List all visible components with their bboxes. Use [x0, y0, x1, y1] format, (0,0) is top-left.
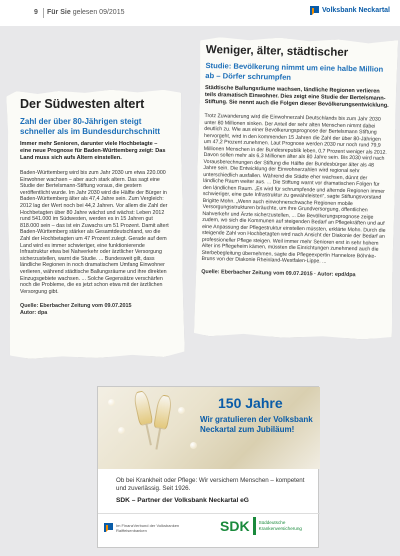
page-header — [0, 0, 400, 26]
right-article — [201, 44, 390, 278]
bubble-icon — [118, 427, 125, 434]
left-article — [20, 97, 170, 317]
issue-date: 09/2015 — [99, 9, 125, 16]
finanzverbund-text: Im FinanzVerbund der Volksbanken Raiffeisenbanken — [116, 523, 180, 533]
ad-body-text: Ob bei Krankheit oder Pflege: Wir versichern Menschen – kompetent und zuverlässig. Seit 1926. — [116, 477, 305, 492]
ad-partner-line: SDK – Partner der Volksbank Neckartal eG — [116, 497, 249, 504]
right-article-lead: Städtische Ballungsräume wachsen, ländliche Regionen verlieren teils dramatisch Einwohner. Dies zeigt eine Studie der Bertelsmann-Stiftung. Sie nennt auch die Folgen dieser Bevölkerungsentwicklung. — [204, 84, 389, 109]
bubble-icon — [108, 399, 115, 406]
sdk-logo — [220, 517, 315, 535]
section-title — [47, 9, 124, 16]
volksbank-logo — [310, 6, 390, 15]
finanzverbund-logo — [104, 523, 196, 533]
left-article-lead: Immer mehr Senioren, darunter viele Hochbetagte – eine neue Prognose für Baden-Württemberg zeigt: Das Land muss sich aufs Altern einstellen. — [20, 141, 166, 161]
section-label-rest: gelesen — [72, 9, 98, 16]
ad-subheadline: Wir gratulieren der Volksbank Neckartal zum Jubiläum! — [200, 415, 313, 434]
volksbank-logo-icon — [310, 6, 319, 15]
champagne-glass-icon — [153, 394, 173, 430]
bubble-icon — [190, 442, 197, 449]
left-article-subtitle: Zahl der über 80-Jährigen steigt schneller als im Bundesdurchschnitt — [20, 117, 161, 136]
sdk-advertisement — [97, 386, 319, 548]
bubble-icon — [178, 407, 185, 414]
left-article-body: Baden-Württemberg wird bis zum Jahr 2030 um etwa 220.000 Einwohner wachsen – aber auch stark altern. Das sagt eine Studie der Bertelsmann-Stiftung voraus, die gestern veröffentlicht wurde. Im Jahr 2030 wird die Hälfte der Bürger in Baden-Württemberg älter als 47,4 Jahre sein. Zum Vergleich: 2012 lag der Wert noch bei 44,2 Jahren. Vor allem die Zahl der Hochbetagten über 80 Jahre wächst und wächst: Leben 2012 rund 541.000 im Südwesten, werden es in 15 Jahren gut 818.000 sein – das ist ein Zuwachs um 51 Prozent. Damit altert Baden-Württemberg stärker als Gesamtdeutschland, wo die Zahl der Hochbetagten um 47 Prozent zulegt. Gerade auf dem Land wird es immer schwieriger, eine funktionierende Infrastruktur etwa bei Nahverkehr oder ärztlicher Versorgung sicherzustellen, warnt die Studie. ... Bundesweit gilt, dass ländliche Regionen in noch dramatischem Umfang Einwohner verlieren, während städtische Ballungsräume und ihre direkten Einzugsgebiete wachsen. ... Solche Gegensätze verschärfen noch die Probleme, die es jetzt schon etwa mit der ärztlichen Versorgung gibt. — [20, 170, 169, 295]
right-article-title: Weniger, älter, städtischer — [205, 44, 349, 59]
right-article-subtitle: Studie: Bevölkerung nimmt um eine halbe Million ab – Dörfer schrumpfen — [205, 60, 384, 82]
sdk-logo-mark: SDK — [220, 518, 250, 534]
section-label: Für Sie — [47, 9, 71, 16]
right-article-body: Trotz Zuwanderung wird die Einwohnerzahl Deutschlands bis zum Jahr 2030 unter 80 Millionen sinken. Der Anteil der sehr alten Menschen nimmt dabei deutlich zu. Wie aus einer Bevölkerungsprognose der Bertelsmann Stiftung hervorgeht, wird in den kommenden 15 Jahren die Zahl der über 80-Jährigen um 47,2 Prozent zunehmen. Laut Prognose werden 2030 nur noch rund 79,9 Millionen Menschen in der Bundesrepublik leben, 0,7 Prozent weniger als 2012. Davon sollen mehr als 6,3 Millionen älter als 80 Jahre sein. Bis 2030 wird nach Vorausberechnungen der Stiftung die Hälfte der Bundesbürger älter als 48 Jahre sein. Die Entwicklung der Einwohnerzahlen wird regional sehr unterschiedlich ausfallen. Während die Städte eher wachsen, dünnt der ländliche Raum weiter aus. ... Die Stiftung warnt vor dramatischen Folgen für den ländlichen Raum. „Es wird für schrumpfende und alternde Regionen immer schwieriger, eine gute Infrastruktur zu gewährleisten“, sagte Stiftungsvorstand Brigitte Mohn. „Wenn auch einwohnerschwache Regionen mobile Versorgungsstrukturen bräuchte, um ihre Grundversorgung, öffentlichen Nahverkehr und Ärzte sicherzustellen, ... Die Bevölkerungsprognose zeige zudem, wo sich die Kommunen auf steigenden Bedarf an Pflegekräften und auf eine Anpassung der Pflegestruktur einstellen müssten, erklärte Mohn. Durch die steigende Zahl von Hochbetagten wird nach Ansicht der Diakonie der Bedarf an professioneller Pflege steigen. Weil immer mehr Senioren erst in sehr hohem Alter ins Pflegeheim kämen, müssten die Einrichtungen zunehmend auch die Sterbebegleitung übernehmen, sagte die Pflegeexpertin Hannelore Böhnke-Bruns von der Diakonie Rheinland-Westfalen-Lippe. ... — [201, 112, 387, 265]
left-article-source — [20, 303, 170, 317]
header-divider — [43, 8, 44, 18]
left-article-author: Autor: dpa — [20, 310, 48, 317]
right-article-source: Quelle: Eberbacher Zeitung vom 09.07.2015 · Autor: epd/dpa — [201, 268, 356, 278]
left-article-source-line: Quelle: Eberbacher Zeitung vom 09.07.2015 — [20, 303, 132, 310]
volksbank-logo-text: Volksbank Neckartal — [322, 7, 390, 14]
sdk-logo-description: Süddeutsche Krankenversicherung — [258, 520, 302, 531]
finanzverbund-icon — [104, 523, 113, 532]
ad-divider — [98, 513, 320, 514]
champagne-glass-icon — [133, 390, 154, 426]
ad-headline: 150 Jahre — [218, 395, 283, 411]
left-article-title: Der Südwesten altert — [20, 97, 145, 111]
page-number: 9 — [34, 9, 38, 16]
sdk-logo-bar — [253, 517, 256, 535]
